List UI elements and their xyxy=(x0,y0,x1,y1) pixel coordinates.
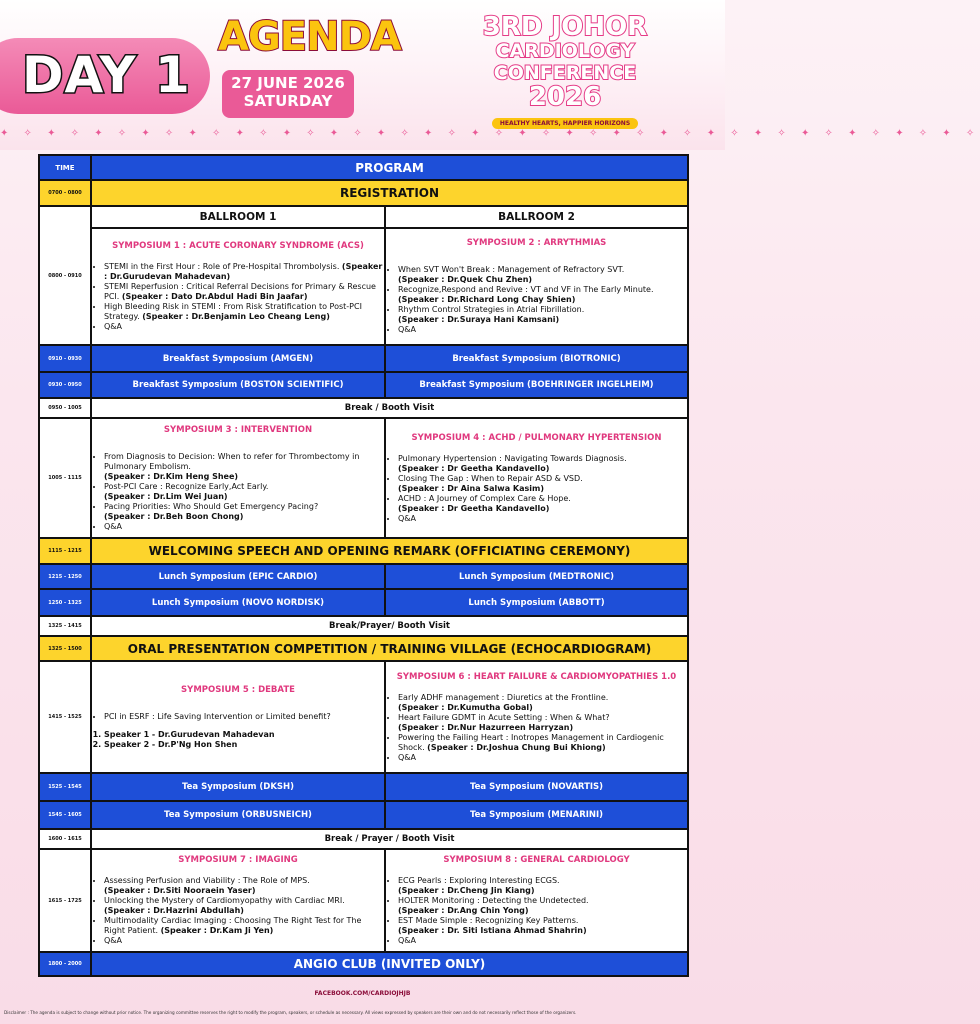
list-item: 2. Speaker 2 - Dr.P'Ng Hon Shen xyxy=(104,740,384,750)
table-row xyxy=(39,372,688,398)
session-cell: Breakfast Symposium (BOEHRINGER INGELHEIM) xyxy=(385,372,688,398)
table-row xyxy=(39,636,688,661)
symposium-title: SYMPOSIUM 3 : INTERVENTION xyxy=(163,424,313,435)
session-cell: Tea Symposium (DKSH) xyxy=(91,773,385,801)
session-cell: Breakfast Symposium (BIOTRONIC) xyxy=(385,345,688,372)
symposium-title: SYMPOSIUM 5 : DEBATE xyxy=(181,684,295,695)
time-cell: 0930 - 0950 xyxy=(39,372,91,398)
time-cell: 1325 - 1500 xyxy=(39,636,91,661)
session-cell: Lunch Symposium (NOVO NORDISK) xyxy=(91,589,385,616)
welcome-banner: WELCOMING SPEECH AND OPENING REMARK (OFFICIATING CEREMONY) xyxy=(91,538,688,564)
list-item: • Multimodality Cardiac Imaging : Choosing The Right Test for The Right Patient. (Speaker : Dr.Kam Ji Yen) xyxy=(104,916,384,936)
facebook-link[interactable]: FACEBOOK.COM/CARDIOJHJB xyxy=(314,990,411,997)
session-cell: Tea Symposium (MENARINI) xyxy=(385,801,688,829)
list-item: • Assessing Perfusion and Viability : The Role of MPS. (Speaker : Dr.Siti Nooraein Yaser) xyxy=(104,876,384,896)
angio-club-banner: ANGIO CLUB (INVITED ONLY) xyxy=(91,952,688,976)
list-item: • Pulmonary Hypertension : Navigating Towards Diagnosis. (Speaker : Dr Geetha Kandavello) xyxy=(398,454,687,474)
event-weekday: SATURDAY xyxy=(243,92,333,110)
list-item: • ECG Pearls : Exploring Interesting ECGS. (Speaker : Dr.Cheng Jin Kiang) xyxy=(398,876,687,896)
table-row xyxy=(39,616,688,636)
table-row xyxy=(39,228,688,345)
symposium-2 xyxy=(385,228,688,345)
list-item: • Post-PCI Care : Recognize Early,Act Early. (Speaker : Dr.Lim Wei Juan) xyxy=(104,482,384,502)
symposium-3 xyxy=(91,418,385,538)
symposium-title: SYMPOSIUM 6 : HEART FAILURE & CARDIOMYOPATHIES 1.0 xyxy=(396,671,677,682)
session-cell: Tea Symposium (ORBUSNEICH) xyxy=(91,801,385,829)
time-cell: 0950 - 1005 xyxy=(39,398,91,418)
conference-line2: CARDIOLOGY xyxy=(495,40,635,62)
list-item: • STEMI in the First Hour : Role of Pre-Hospital Thrombolysis. (Speaker : Dr.Gurudevan Mahadevan) xyxy=(104,262,384,282)
session-cell: Lunch Symposium (EPIC CARDIO) xyxy=(91,564,385,589)
table-header-row xyxy=(39,155,688,180)
agenda-table xyxy=(38,154,689,977)
symposium-title: SYMPOSIUM 1 : ACUTE CORONARY SYNDROME (ACS) xyxy=(112,241,364,251)
list-item: • EST Made Simple : Recognizing Key Patterns. (Speaker : Dr. Siti Istiana Ahmad Shahrin) xyxy=(398,916,687,936)
time-cell: 0910 - 0930 xyxy=(39,345,91,372)
list-item: • STEMI Reperfusion : Critical Referral Decisions for Primary & Rescue PCI. (Speaker : Dato Dr.Abdul Hadi Bin Jaafar) xyxy=(104,282,384,302)
symposium-7 xyxy=(91,849,385,952)
table-row xyxy=(39,418,688,538)
table-row xyxy=(39,773,688,801)
time-cell: 1005 - 1115 xyxy=(39,418,91,538)
list-item: • PCI in ESRF : Life Saving Intervention or Limited benefit? xyxy=(104,712,384,722)
symposium-1 xyxy=(91,228,385,345)
time-cell: 1250 - 1325 xyxy=(39,589,91,616)
list-item: • Q&A xyxy=(398,936,687,946)
list-item: • Recognize,Respond and Revive : VT and VF in The Early Minute. (Speaker : Dr.Richard Long Chay Shien) xyxy=(398,285,687,305)
time-cell: 1325 - 1415 xyxy=(39,616,91,636)
disclaimer-text: Disclaimer : The agenda is subject to change without prior notice. The organizing committee reserves the right to modify the program, speakers, or schedule as necessary. All views expressed by speakers are their own and do not necessarily reflect those of the organizers. xyxy=(4,1010,577,1015)
list-item: • Early ADHF management : Diuretics at the Frontline. (Speaker : Dr.Kumutha Gobal) xyxy=(398,693,687,713)
list-item: • From Diagnosis to Decision: When to refer for Thrombectomy in Pulmonary Embolism. (Speaker : Dr.Kim Heng Shee) xyxy=(104,452,384,482)
symposium-title: SYMPOSIUM 2 : ARRYTHMIAS xyxy=(466,238,607,248)
conference-year: 2026 xyxy=(528,82,602,112)
table-row xyxy=(39,345,688,372)
list-item: 1. Speaker 1 - Dr.Gurudevan Mahadevan xyxy=(104,730,384,740)
list-item: • Heart Failure GDMT in Acute Setting : When & What? (Speaker : Dr.Nur Hazurreen Harryzan) xyxy=(398,713,687,733)
table-row xyxy=(39,952,688,976)
list-item: • High Bleeding Risk in STEMI : From Risk Stratification to Post-PCI Strategy. (Speaker : Dr.Benjamin Leo Cheang Leng) xyxy=(104,302,384,322)
oral-presentation-banner: ORAL PRESENTATION COMPETITION / TRAINING VILLAGE (ECHOCARDIOGRAM) xyxy=(91,636,688,661)
list-item: • Q&A xyxy=(104,936,384,946)
time-cell: 1800 - 2000 xyxy=(39,952,91,976)
conference-line1: 3RD JOHOR xyxy=(482,12,648,42)
time-cell: 1525 - 1545 xyxy=(39,773,91,801)
list-item: • Q&A xyxy=(398,753,687,763)
table-row xyxy=(39,398,688,418)
time-cell: 1600 - 1615 xyxy=(39,829,91,849)
symposium-5 xyxy=(91,661,385,773)
time-cell: 0800 - 0910 xyxy=(39,206,91,345)
time-cell: 1215 - 1250 xyxy=(39,564,91,589)
session-cell: Breakfast Symposium (AMGEN) xyxy=(91,345,385,372)
table-row xyxy=(39,180,688,206)
list-item: • When SVT Won't Break : Management of Refractory SVT. (Speaker : Dr.Quek Chu Zhen) xyxy=(398,265,687,285)
sparkle-divider-icon: ✦ ✧ ✦ ✧ ✦ ✧ ✦ ✧ ✦ ✧ ✦ ✧ ✦ ✧ ✦ ✧ ✦ ✧ ✦ ✧ ✦ ✧ ✦ ✧ ✦ ✧ ✦ ✧ ✦ ✧ ✦ ✧ ✦ ✧ ✦ ✧ ✦ ✧ ✦ ✧ ✦ ✧ xyxy=(0,128,980,139)
page-header xyxy=(0,0,980,150)
table-row xyxy=(39,661,688,773)
list-item: • Closing The Gap : When to Repair ASD & VSD. (Speaker : Dr Aina Salwa Kasim) xyxy=(398,474,687,494)
list-item: • Rhythm Control Strategies in Atrial Fibrillation. (Speaker : Dr.Suraya Hani Kamsani) xyxy=(398,305,687,325)
list-item: • Unlocking the Mystery of Cardiomyopathy with Cardiac MRI. (Speaker : Dr.Hazrini Abdullah) xyxy=(104,896,384,916)
session-cell: Lunch Symposium (MEDTRONIC) xyxy=(385,564,688,589)
list-item: • Q&A xyxy=(104,322,384,332)
list-item: • HOLTER Monitoring : Detecting the Undetected. (Speaker : Dr.Ang Chin Yong) xyxy=(398,896,687,916)
break-cell: Break/Prayer/ Booth Visit xyxy=(91,616,688,636)
time-cell: 1545 - 1605 xyxy=(39,801,91,829)
break-cell: Break / Booth Visit xyxy=(91,398,688,418)
time-cell: 1415 - 1525 xyxy=(39,661,91,773)
list-item: • Q&A xyxy=(398,514,687,524)
ballroom-1-header: BALLROOM 1 xyxy=(91,206,385,228)
break-cell: Break / Prayer / Booth Visit xyxy=(91,829,688,849)
conference-line3: CONFERENCE xyxy=(493,62,637,84)
time-cell: 1115 - 1215 xyxy=(39,538,91,564)
symposium-6 xyxy=(385,661,688,773)
program-header: PROGRAM xyxy=(91,155,688,180)
list-item: • Q&A xyxy=(398,325,687,335)
table-row xyxy=(39,829,688,849)
ballroom-2-header: BALLROOM 2 xyxy=(385,206,688,228)
agenda-title: AGENDA xyxy=(218,14,401,60)
session-cell: Tea Symposium (NOVARTIS) xyxy=(385,773,688,801)
table-row xyxy=(39,801,688,829)
list-item: • Powering the Failing Heart : Inotropes Management in Cardiogenic Shock. (Speaker : Dr.Joshua Chung Bui Khiong) xyxy=(398,733,687,753)
symposium-title: SYMPOSIUM 4 : ACHD / PULMONARY HYPERTENSION xyxy=(411,432,662,443)
table-row xyxy=(39,538,688,564)
table-row xyxy=(39,849,688,952)
table-row xyxy=(39,564,688,589)
time-cell: 1615 - 1725 xyxy=(39,849,91,952)
symposium-8 xyxy=(385,849,688,952)
day-title: DAY 1 xyxy=(22,46,191,104)
time-header: TIME xyxy=(39,155,91,180)
conference-tagline: HEALTHY HEARTS, HAPPIER HORIZONS xyxy=(492,118,638,129)
symposium-4 xyxy=(385,418,688,538)
list-item: • Q&A xyxy=(104,522,384,532)
list-item: • ACHD : A Journey of Complex Care & Hope. (Speaker : Dr Geetha Kandavello) xyxy=(398,494,687,514)
time-cell: 0700 - 0800 xyxy=(39,180,91,206)
conference-logo xyxy=(475,14,655,129)
registration-banner: REGISTRATION xyxy=(91,180,688,206)
session-cell: Breakfast Symposium (BOSTON SCIENTIFIC) xyxy=(91,372,385,398)
symposium-title: SYMPOSIUM 7 : IMAGING xyxy=(178,855,298,865)
session-cell: Lunch Symposium (ABBOTT) xyxy=(385,589,688,616)
date-box xyxy=(222,70,354,118)
symposium-title: SYMPOSIUM 8 : GENERAL CARDIOLOGY xyxy=(443,855,630,865)
table-row xyxy=(39,589,688,616)
event-date: 27 JUNE 2026 xyxy=(231,74,345,92)
table-row xyxy=(39,206,688,228)
list-item: • Pacing Priorities: Who Should Get Emergency Pacing? (Speaker : Dr.Beh Boon Chong) xyxy=(104,502,384,522)
